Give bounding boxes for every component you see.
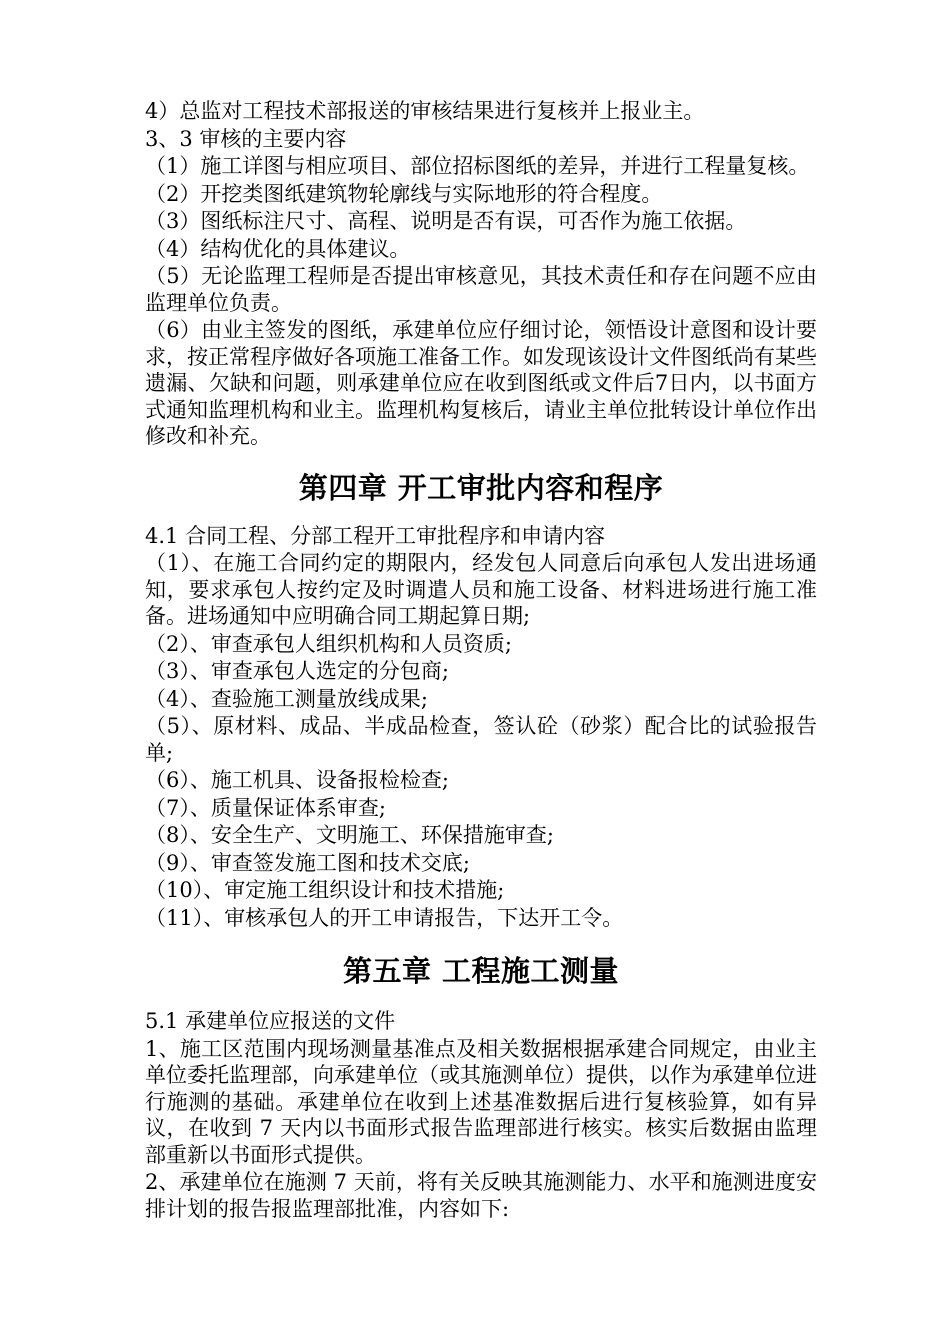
chapter-5-title: 第五章 工程施工测量 [342, 954, 620, 988]
paragraph-review-final-check: 4）总监对工程技术部报送的审核结果进行复核并上报业主。 [145, 99, 705, 123]
section-4-1-heading: 4.1 合同工程、分部工程开工审批程序和申请内容 [145, 523, 606, 548]
start-item-9: （9）、审查签发施工图和技术交底; [145, 850, 470, 875]
start-item-4: （4）、查验施工测量放线成果; [145, 686, 428, 711]
review-item-5: （5）无论监理工程师是否提出审核意见，其技术责任和存在问题不应由监理单位负责。 [145, 264, 817, 315]
start-item-8: （8）、安全生产、文明施工、环保措施审查; [145, 823, 554, 847]
start-item-1: （1）、在施工合同约定的期限内，经发包人同意后向承包人发出进场通知，要求承包人按约定及时调遣人员和施工设备、材料进场进行施工准备。进场通知中应明确合同工期起算日期; [145, 551, 817, 628]
start-item-3: （3）、审查承包人选定的分包商; [145, 659, 449, 683]
review-item-4: （4）结构优化的具体建议。 [145, 236, 411, 261]
start-item-5: （5）、原材料、成品、半成品检查，签认砼（砂浆）配合比的试验报告单; [145, 714, 817, 765]
page-content [145, 98, 817, 1222]
start-item-11: （11）、审核承包人的开工申请报告，下达开工令。 [145, 905, 624, 930]
review-item-1: （1）施工详图与相应项目、部位招标图纸的差异，并进行工程量复核。 [145, 154, 810, 178]
survey-item-1: 1、施工区范围内现场测量基准点及相关数据根据承建合同规定，由业主单位委托监理部，向承建单位（或其施测单位）提供，以作为承建单位进行施测的基础。承建单位在收到上述基准数据后进行复核验算，如有异议，在收到 7 天内以书面形式报告监理部进行核实。核实后数据由监理部重新以书面形式提供。 [145, 1036, 817, 1167]
heading-review-main-content: 3、3 审核的主要内容 [145, 126, 347, 151]
survey-item-2: 2、承建单位在施测 7 天前，将有关反映其施测能力、水平和施测进度安排计划的报告报监理部批准，内容如下: [145, 1170, 817, 1221]
start-item-2: （2）、审查承包人组织机构和人员资质; [145, 631, 512, 656]
start-item-7: （7）、质量保证体系审查; [145, 795, 386, 820]
chapter-4-title: 第四章 开工审批内容和程序 [298, 470, 664, 505]
start-item-6: （6）、施工机具、设备报检检查; [145, 768, 449, 792]
section-5-1-heading: 5.1 承建单位应报送的文件 [145, 1009, 396, 1033]
review-item-6: （6）由业主签发的图纸，承建单位应仔细讨论，领悟设计意图和设计要求，按正常程序做好各项施工准备工作。如发现该设计文件图纸尚有某些遗漏、欠缺和问题，则承建单位应在收到图纸或文件后7日内，以书面方式通知监理机构和业主。监理机构复核后，请业主单位批转设计单位作出修改和补充。 [145, 318, 817, 448]
review-item-2: （2）开挖类图纸建筑物轮廓线与实际地形的符合程度。 [145, 181, 663, 206]
start-item-10: （10）、审定施工组织设计和技术措施; [145, 878, 505, 902]
review-item-3: （3）图纸标注尺寸、高程、说明是否有误，可否作为施工依据。 [145, 209, 747, 233]
